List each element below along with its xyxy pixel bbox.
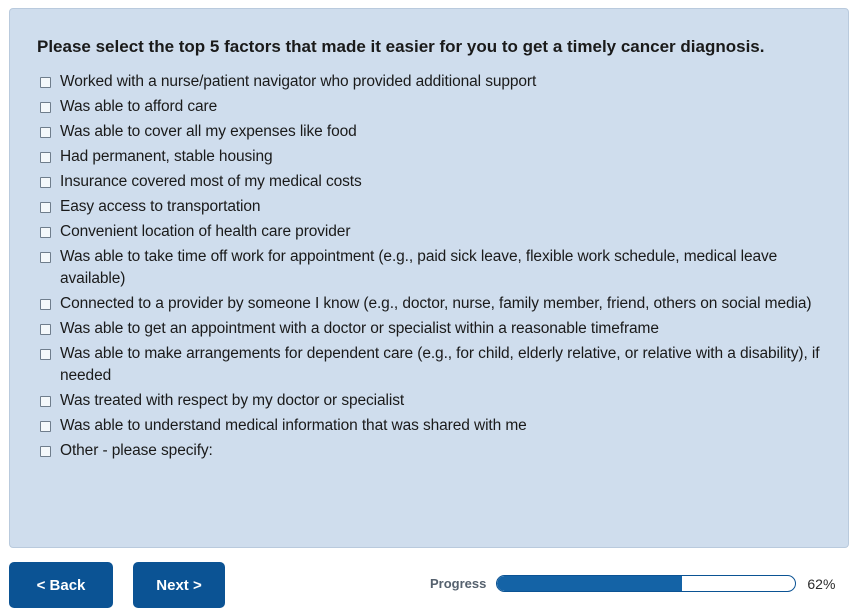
checkbox-option[interactable] (40, 343, 840, 387)
checkbox-option-label: Was treated with respect by my doctor or specialist (60, 392, 405, 409)
progress-indicator (430, 575, 850, 592)
checkbox-option[interactable] (40, 121, 840, 143)
progress-label: Progress (430, 576, 487, 591)
checkbox-option-label: Was able to make arrangements for dependent care (e.g., for child, elderly relative, or relative with a disability), if needed (60, 345, 820, 384)
checkbox-option-label: Easy access to transportation (60, 198, 261, 215)
checkbox-option-label: Was able to cover all my expenses like food (60, 123, 357, 140)
checkbox-icon[interactable] (40, 77, 51, 88)
checkbox-icon[interactable] (40, 202, 51, 213)
back-button[interactable]: < Back (9, 562, 113, 608)
checkbox-icon[interactable] (40, 446, 51, 457)
checkbox-icon[interactable] (40, 396, 51, 407)
next-button[interactable]: Next > (133, 562, 225, 608)
checkbox-option[interactable] (40, 221, 840, 243)
checkbox-option-label: Insurance covered most of my medical costs (60, 173, 362, 190)
checkbox-option-label: Was able to understand medical information that was shared with me (60, 417, 527, 434)
checkbox-icon[interactable] (40, 421, 51, 432)
checkbox-option[interactable] (40, 71, 840, 93)
checkbox-option[interactable] (40, 146, 840, 168)
checkbox-option[interactable] (40, 196, 840, 218)
checkbox-option[interactable] (40, 96, 840, 118)
checkbox-icon[interactable] (40, 127, 51, 138)
checkbox-option[interactable] (40, 415, 840, 437)
checkbox-group (40, 71, 840, 465)
checkbox-option-label: Worked with a nurse/patient navigator who provided additional support (60, 73, 537, 90)
survey-panel (9, 8, 849, 548)
checkbox-icon[interactable] (40, 252, 51, 263)
checkbox-option-label: Connected to a provider by someone I know (e.g., doctor, nurse, family member, friend, others on social media) (60, 295, 812, 312)
progress-bar-fill (497, 576, 682, 591)
checkbox-icon[interactable] (40, 227, 51, 238)
checkbox-icon[interactable] (40, 324, 51, 335)
progress-percent-text: 62% (807, 575, 836, 592)
checkbox-icon[interactable] (40, 152, 51, 163)
page-title: Please select the top 5 factors that made it easier for you to get a timely cancer diagnosis. (37, 37, 765, 56)
checkbox-option[interactable] (40, 171, 840, 193)
checkbox-option[interactable] (40, 318, 840, 340)
footer-bar (0, 556, 858, 616)
checkbox-option-label: Was able to get an appointment with a doctor or specialist within a reasonable timeframe (60, 320, 659, 337)
checkbox-option-label: Was able to afford care (60, 98, 218, 115)
checkbox-option[interactable] (40, 293, 840, 315)
checkbox-option-label: Had permanent, stable housing (60, 148, 273, 165)
checkbox-option-label: Was able to take time off work for appointment (e.g., paid sick leave, flexible work schedule, medical leave available) (60, 248, 778, 287)
checkbox-option[interactable] (40, 390, 840, 412)
checkbox-icon[interactable] (40, 349, 51, 360)
checkbox-icon[interactable] (40, 102, 51, 113)
checkbox-option-label: Other - please specify: (60, 442, 213, 459)
checkbox-icon[interactable] (40, 299, 51, 310)
checkbox-option[interactable] (40, 246, 840, 290)
checkbox-option-label: Convenient location of health care provider (60, 223, 351, 240)
checkbox-icon[interactable] (40, 177, 51, 188)
progress-bar-track (496, 575, 796, 592)
checkbox-option[interactable] (40, 440, 840, 462)
